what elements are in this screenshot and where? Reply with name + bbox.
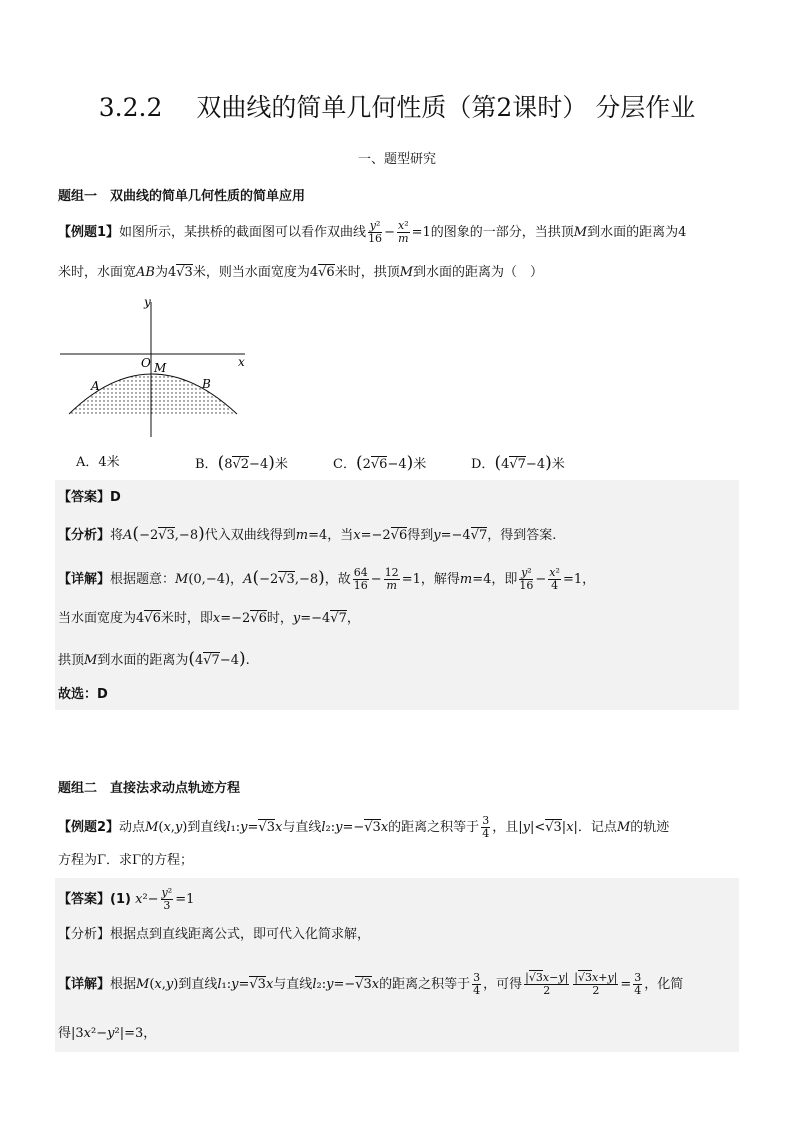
answer-2-num: (1) [110,892,131,907]
example1-line2-b: 为 [154,265,168,280]
example2-line2: 方程为Γ．求Γ的方程； [58,853,194,868]
y-label: y [144,295,151,309]
page-title [0,88,794,124]
example2-d: 的距离之积等于 [388,820,480,835]
example1-label: 【例题1】 [58,225,120,240]
example1-line2-a: 米时，水面宽 [58,265,137,280]
analysis-1: 【分析】将A(−2√3,−8)代入双曲线得到m=4，当x=−2√6得到y=−4√7，得到答案. [58,524,557,544]
choose-1: 故选：D [58,687,108,702]
detail-1-line3-a: 拱顶 [58,653,85,668]
example2-line1: 【例题2】动点M(x,y)到直线l₁:y=√3x与直线l₂:y=−√3x的距离之积等于 $\frac{3}{4}$ ，且|y|<√3|x|．记点M的轨迹 [58,814,670,840]
point-a-label: A [91,379,100,393]
example1-line2-d: 米时，拱顶 [334,265,400,280]
option-b: B．(8√2−4)米 [195,453,288,473]
detail-1-a: 根据题意： [110,572,176,587]
example1-text-a: 如图所示，某拱桥的截面图可以看作双曲线 [119,225,367,240]
detail-2-line2: 得|3x²−y²|=3， [58,1026,157,1041]
example2-b: 到直线 [187,820,227,835]
analysis-1-b: 代入双曲线得到 [204,528,296,543]
detail-1-d: ，即 [491,572,518,587]
section-title: 一、题型研究 [357,152,436,167]
example1-line1: 【例题1】如图所示，某拱桥的截面图可以看作双曲线 $\frac{\text{y²}}{16}$ − $\frac{\text{x²}}{m}$ =1的图象的一部分，当拱顶M到水面的距离为4 [58,219,687,245]
group2-heading: 题组二 直接法求动点轨迹方程 [58,781,241,796]
detail-2-label: 【详解】 [58,977,111,992]
title-text: 双曲线的简单几何性质（第2课时） 分层作业 [196,93,696,122]
analysis-2: 【分析】根据点到直线距离公式，即可代入化简求解， [58,927,371,942]
detail-1-label: 【详解】 [58,572,111,587]
detail-1-line3-b: 到水面的距离为 [97,653,189,668]
option-c-post: 米 [413,457,427,472]
analysis-1-a: 将 [110,528,124,543]
option-d: D．(4√7−4)米 [471,453,565,473]
detail-1-line2: 当水面宽度为4√6米时，即x=−2√6时，y=−4√7， [58,611,360,626]
example2-g: 的轨迹 [630,820,670,835]
example2-f: ．记点 [577,820,617,835]
frac-x2-m: $\frac{\text{x²}}{m}$ [397,219,409,245]
example1-line2-e: 到水面的距离为（ ） [413,265,544,280]
detail-1-line2-c: 时， [266,611,293,626]
x-label: x [238,355,245,369]
detail-2-d: 的距离之积等于 [379,977,471,992]
point-b-label: B [202,377,211,391]
option-b-pre: B． [195,457,218,472]
detail-1-b: ，故 [324,572,351,587]
group1-heading: 题组一 双曲线的简单几何性质的简单应用 [58,189,306,204]
answer-1: 【答案】D [58,490,121,505]
analysis-1-e: ，得到答案. [487,528,557,543]
detail-2: 【详解】根据M(x,y)到直线l₁:y=√3x与直线l₂:y=−√3x的距离之积等于 $\frac{3}{4}$ ，可得 $\frac{|√3x-y|}{2}$ $\frac{|√3x+y|}{2}$ = $\frac{3}{4}$ ，化简 [58,971,684,997]
option-a: A．4米 [76,455,120,470]
analysis-1-c: ，当 [327,528,354,543]
example2-a: 动点 [119,820,146,835]
example2-label: 【例题2】 [58,820,120,835]
analysis-1-label: 【分析】 [58,528,111,543]
example2-e: ，且 [492,820,519,835]
example2-c: 与直线 [282,820,322,835]
option-d-pre: D． [471,457,495,472]
solution-block-1 [55,480,739,710]
detail-1-line3: 拱顶M到水面的距离为(4√7−4). [58,649,250,669]
detail-1-c: ，解得 [420,572,460,587]
detail-2-line2-b: ， [143,1026,157,1041]
arch-figure [55,292,255,442]
example1-text-c: 到水面的距离为4 [587,225,687,240]
answer-2: 【答案】(1) x²− $\frac{\text{y²}}{3}$ =1 [58,886,195,912]
detail-2-c: 与直线 [273,977,313,992]
answer-2-label: 【答案】 [58,892,111,907]
detail-1-line2-a: 当水面宽度为 [58,611,137,626]
point-m-label: M [154,361,167,375]
detail-1-line2-b: 米时，即 [160,611,213,626]
origin-label: O [141,356,151,370]
option-d-post: 米 [551,457,565,472]
option-c-pre: C． [333,457,356,472]
detail-2-b: 到直线 [178,977,218,992]
detail-1: 【详解】根据题意：M(0,−4)，A(−2√3,−8)，故 $\frac{64}{16}$ − $\frac{12}{m}$ =1，解得m=4，即 $\frac{\text{y²}}{16}$ − $\frac{\text{x²}}{4}$ =1， [58,566,596,592]
detail-2-f: ，化简 [644,977,684,992]
analysis-1-d: 得到 [407,528,434,543]
detail-2-e: ，可得 [483,977,523,992]
example1-line2: 米时，水面宽AB为4√3米，则当水面宽度为4√6米时，拱顶M到水面的距离为（ ） [58,265,544,280]
title-number: 3.2.2 [98,93,163,122]
frac-y2-16: $\frac{\text{y²}}{16}$ [368,219,383,245]
detail-2-a: 根据 [110,977,137,992]
option-c: C．(2√6−4)米 [333,453,427,473]
detail-2-line2-a: 得 [58,1026,72,1041]
example1-line2-c: 米，则当水面宽度为 [192,265,310,280]
example1-text-b: 的图象的一部分，当拱顶 [430,225,574,240]
option-b-post: 米 [274,457,288,472]
